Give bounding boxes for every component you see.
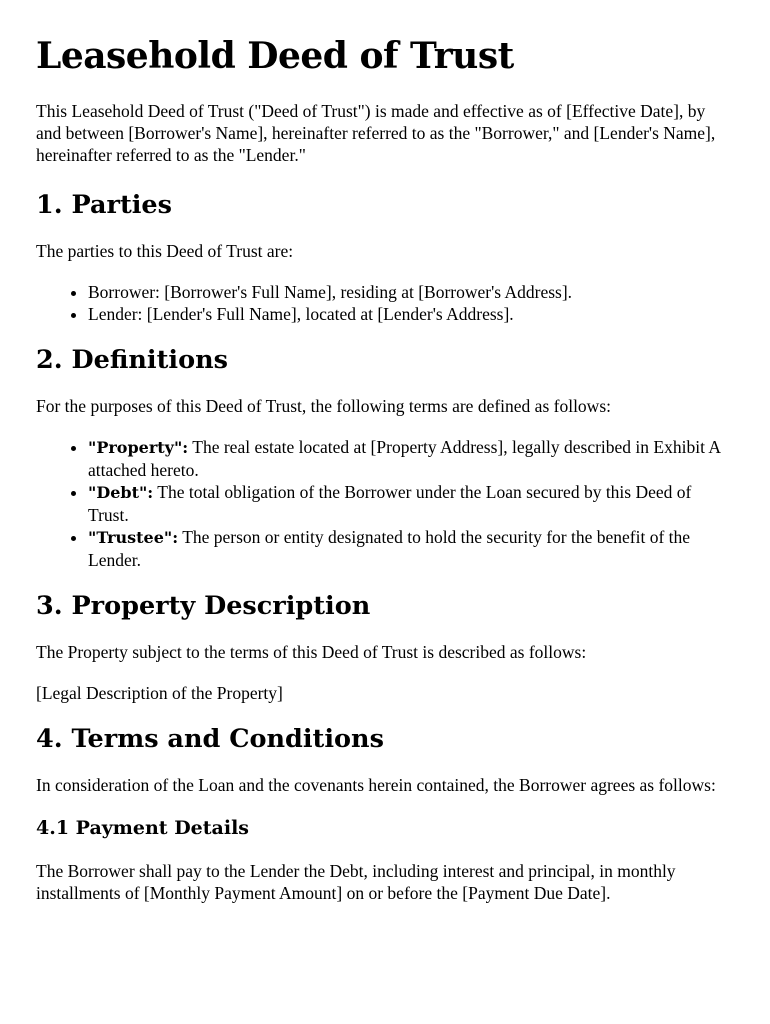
list-item-debt-definition (88, 481, 734, 526)
section-heading-property-description: 3. Property Description (36, 591, 371, 621)
list-item-trustee-definition (88, 526, 734, 571)
subsection-heading-payment: 4.1 Payment Details (36, 817, 249, 839)
legal-description: [Legal Description of the Property] (36, 683, 283, 703)
payment-details-text: The Borrower shall pay to the Lender the Debt, including interest and principal, in monthly installments of [Monthly Payment Amount] on or before the [Payment Due Date]. (36, 861, 676, 903)
property-lead: The Property subject to the terms of this Deed of Trust is described as follows: (36, 642, 587, 662)
definition-term: "Property": (88, 438, 189, 457)
document-title: Leasehold Deed of Trust (36, 35, 514, 77)
terms-lead: In consideration of the Loan and the covenants herein contained, the Borrower agrees as follows: (36, 775, 716, 795)
definition-text: The person or entity designated to hold the security for the benefit of the Lender. (88, 527, 691, 570)
list-item-lender: • Lender: [Lender's Full Name], located at [Lender's Address]. (88, 303, 734, 325)
list-item-borrower: • Borrower: [Borrower's Full Name], residing at [Borrower's Address]. (88, 281, 734, 303)
parties-lead: The parties to this Deed of Trust are: (36, 241, 294, 261)
definitions-list (36, 436, 734, 571)
definition-term: "Debt": (88, 483, 154, 502)
definition-text: The total obligation of the Borrower under the Loan secured by this Deed of Trust. (88, 482, 692, 525)
definition-term: "Trustee": (88, 528, 179, 547)
intro-paragraph: This Leasehold Deed of Trust ("Deed of Trust") is made and effective as of [Effective Date], by and between [Borrower's Name], hereinafter referred to as the "Borrower," and [Lender's Name], hereinafter referred to as the "Lender." (36, 101, 716, 165)
list-item-property-definition (88, 436, 734, 481)
definition-text: The real estate located at [Property Address], legally described in Exhibit A attached hereto. (88, 437, 721, 480)
definitions-lead: For the purposes of this Deed of Trust, the following terms are defined as follows: (36, 396, 611, 416)
section-heading-parties: 1. Parties (36, 190, 172, 220)
section-heading-definitions: 2. Definitions (36, 345, 228, 375)
section-heading-terms: 4. Terms and Conditions (36, 724, 384, 754)
parties-list (36, 281, 734, 325)
